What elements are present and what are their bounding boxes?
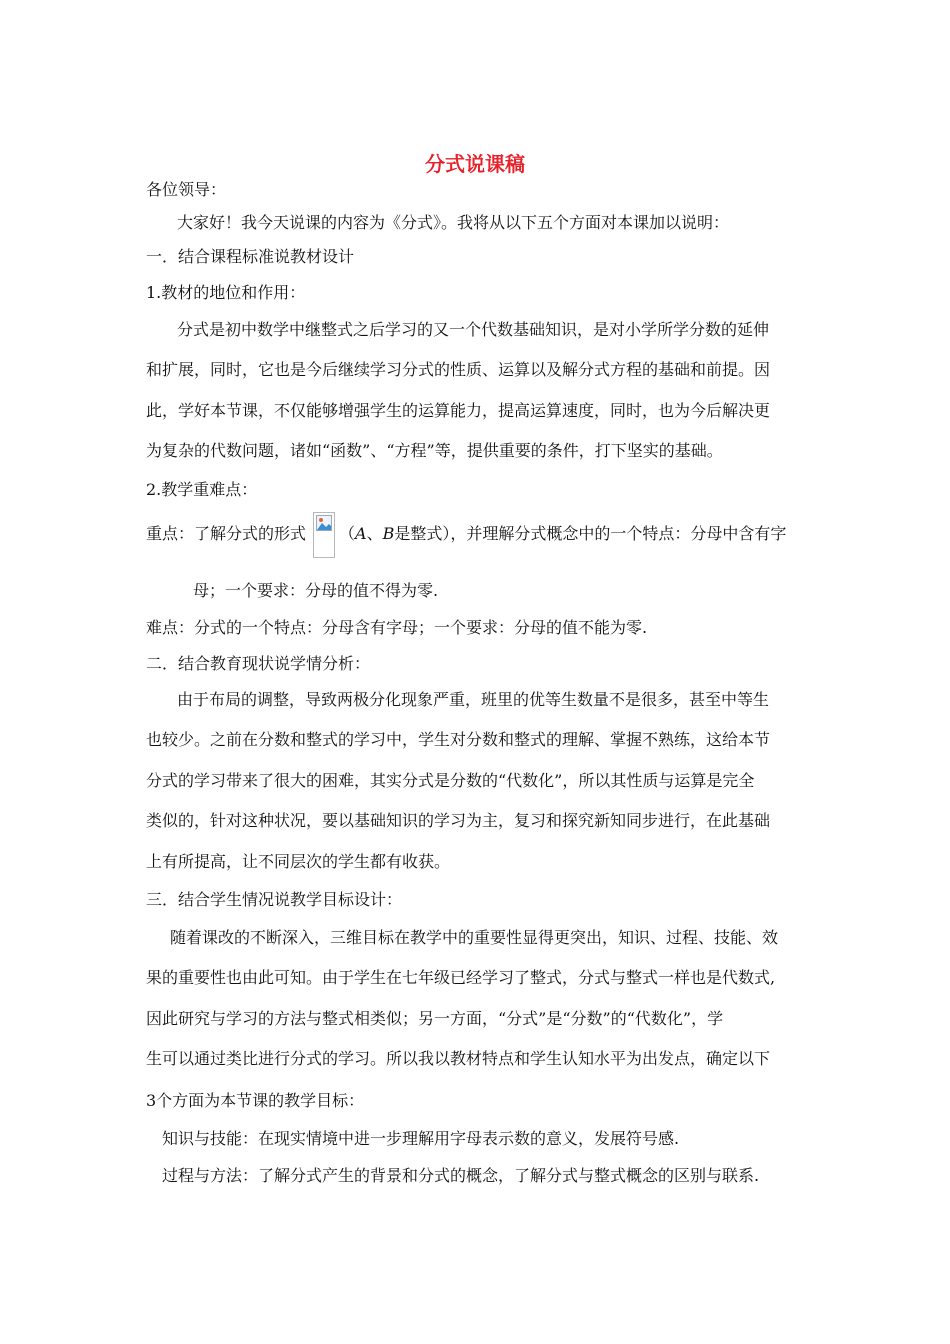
paragraph-line: 因此研究与学习的方法与整式相类似；另一方面，“分式”是“分数”的“代数化”，学 (146, 1009, 724, 1028)
goal-knowledge: 知识与技能：在现实情境中进一步理解用字母表示数的意义，发展符号感. (162, 1129, 680, 1148)
paren-open: （ (339, 524, 356, 543)
key-point-line (146, 524, 306, 544)
paragraph-line: 由于布局的调整，导致两极分化现象严重，班里的优等生数量不是很多，甚至中等生 (177, 690, 770, 709)
paragraph-line: 和扩展，同时，它也是今后继续学习分式的性质、运算以及解分式方程的基础和前提。因 (146, 360, 771, 379)
variable-b: B (382, 524, 395, 543)
goal-process: 过程与方法：了解分式产生的背景和分式的概念，了解分式与整式概念的区别与联系. (162, 1166, 760, 1185)
document-title: 分式说课稿 (425, 152, 525, 176)
paragraph-line: 生可以通过类比进行分式的学习。所以我以教材特点和学生认知水平为出发点，确定以下 (146, 1049, 771, 1068)
fraction-image (313, 512, 335, 558)
paragraph-line: 分式是初中数学中继整式之后学习的又一个代数基础知识，是对小学所学分数的延伸 (177, 320, 770, 339)
section-1-subheading-1: 1.教材的地位和作用： (146, 283, 306, 302)
paragraph-line: 上有所提高，让不同层次的学生都有收获。 (146, 852, 451, 871)
greeting: 各位领导： (146, 180, 227, 199)
key-point-suffix: 是整式），并理解分式概念中的一个特点：分母中含有字 (394, 524, 787, 543)
paragraph-line: 此，学好本节课，不仅能够增强学生的运算能力，提高运算速度，同时，也为今后解决更 (146, 401, 771, 420)
section-3-heading: 三．结合学生情况说教学目标设计： (146, 890, 403, 909)
section-1-heading: 一．结合课程标准说教材设计 (146, 247, 355, 266)
variable-a: A (355, 524, 367, 543)
broken-image-icon (316, 515, 332, 531)
section-1-subheading-2: 2.教学重难点： (146, 480, 258, 499)
paragraph-line: 果的重要性也由此可知。由于学生在七年级已经学习了整式，分式与整式一样也是代数式, (146, 968, 776, 987)
paragraph-line: 也较少。之前在分数和整式的学习中，学生对分数和整式的理解、掌握不熟练，这给本节 (146, 730, 771, 749)
key-point-prefix: 重点：了解分式的形式 (146, 524, 307, 543)
paragraph-line: 为复杂的代数问题，诸如“函数”、“方程”等，提供重要的条件，打下坚实的基础。 (146, 441, 723, 460)
paragraph-line: 类似的，针对这种状况，要以基础知识的学习为主，复习和探究新知同步进行，在此基础 (146, 811, 771, 830)
key-point-continuation: 母；一个要求：分母的值不得为零. (193, 581, 439, 600)
separator: 、 (366, 524, 383, 543)
paragraph-line: 随着课改的不断深入，三维目标在教学中的重要性显得更突出，知识、过程、技能、效 (170, 928, 779, 947)
difficulty-line: 难点：分式的一个特点：分母含有字母；一个要求：分母的值不能为零. (146, 618, 648, 637)
paragraph-line: 分式的学习带来了很大的困难，其实分式是分数的“代数化”，所以其性质与运算是完全 (146, 771, 755, 790)
section-2-heading: 二．结合教育现状说学情分析： (146, 654, 371, 673)
key-point-rest (339, 524, 786, 544)
intro-paragraph: 大家好！我今天说课的内容为《分式》。我将从以下五个方面对本课加以说明： (177, 213, 730, 232)
paragraph-line: 3个方面为本节课的教学目标： (146, 1091, 365, 1110)
